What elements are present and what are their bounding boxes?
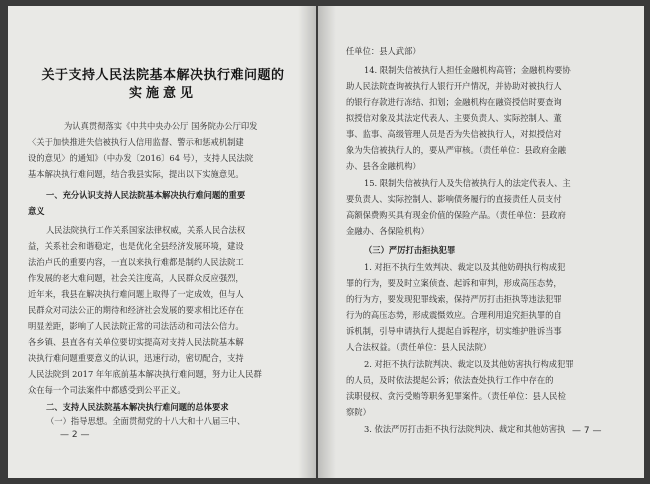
right-page: [318, 6, 644, 478]
body-line: 象为失信被执行人的，要从严审核。（责任单位：县政府金融: [346, 145, 566, 155]
body-line: 设的意见〉的通知》（中办发〔2016〕64 号），支持人民法院: [28, 153, 254, 163]
section-heading-1: 一、充分认识支持人民法院基本解决执行难问题的重要: [46, 190, 246, 200]
body-line: 基本解决执行难问题，结合我县实际，提出以下实施意见。: [28, 169, 244, 179]
body-line: 渎职侵权、贪污受贿等职务犯罪案件。（责任单位：县人民检: [346, 391, 566, 401]
body-line: 拟授信对象及其法定代表人、主要负责人、实际控制人、董: [346, 113, 562, 123]
body-line: 金融办、各保险机构）: [346, 226, 429, 236]
body-line: 明显差距，影响了人民法院正常的司法活动和司法公信力。: [28, 321, 244, 331]
body-line: 作发展的老大难问题，社会关注度高，人民群众反应强烈，: [28, 273, 244, 283]
body-line: 罪的行为，要及时立案侦查、起诉和审判，形成高压态势，: [346, 278, 562, 288]
body-line: 为认真贯彻落实《中共中央办公厅 国务院办公厅印发: [64, 121, 258, 131]
body-line: 要负责人、实际控制人、影响债务履行的直接责任人员支付: [346, 194, 562, 204]
item-15: 15. 限制失信被执行人及失信被执行人的法定代表人、主: [364, 178, 571, 188]
body-line: 的人员，及时依法提起公诉；依法查处执行工作中存在的: [346, 375, 554, 385]
body-line: 助人民法院查询被执行人银行开户情况，并协助对被执行人: [346, 81, 562, 91]
subsection-guiding-ideology: （一）指导思想。全面贯彻党的十八大和十八届三中、: [46, 416, 246, 426]
body-line: 办、县各金融机构）: [346, 161, 421, 171]
body-line: 各乡镇、县直各有关单位要切实提高对支持人民法院基本解: [28, 337, 244, 347]
document-title-line-1: 关于支持人民法院基本解决执行难问题的: [41, 68, 285, 83]
body-line: 人合法权益。（责任单位：县人民法院）: [346, 342, 492, 352]
page-number: — 7 —: [572, 426, 602, 436]
item-2: 2. 对拒不执行法院判决、裁定以及其他妨害执行构成犯罪: [364, 359, 574, 369]
section-heading-3: （三）严厉打击拒执犯罪: [364, 245, 456, 255]
body-line: 法治卢氏的重要内容，一直以来执行难都是制约人民法院工: [28, 257, 244, 267]
left-page: [8, 6, 316, 478]
body-line: 决执行难问题重要意义的认识，迅速行动，密切配合，支持: [28, 353, 244, 363]
binding-shadow: [298, 6, 316, 478]
body-line: 事、监事、高级管理人员是否为失信被执行人，对拟授信对: [346, 129, 562, 139]
section-heading-2: 二、支持人民法院基本解决执行难问题的总体要求: [46, 402, 229, 412]
body-line: 察院）: [346, 407, 371, 417]
body-line: 任单位：县人武部）: [346, 46, 421, 56]
body-line: 的银行存款进行冻结、扣划；金融机构在融资授信时要查询: [346, 97, 562, 107]
binding-shadow: [318, 6, 336, 478]
item-3: 3. 依法严厉打击拒不执行法院判决、裁定和其他妨害执: [364, 424, 566, 434]
item-1: 1. 对拒不执行生效判决、裁定以及其他妨碍执行构成犯: [364, 262, 566, 272]
body-line: 众在每一个司法案件中都感受到公平正义。: [28, 385, 186, 395]
body-line: 益，关系社会和谐稳定，也是优化全县经济发展环境，建设: [28, 241, 244, 251]
body-line: 近年来，我县在解决执行难问题上取得了一定成效，但与人: [28, 289, 244, 299]
body-line: 人民法院执行工作关系国家法律权威，关系人民合法权: [46, 225, 246, 235]
body-line: 高额保费购买具有现金价值的保险产品。（责任单位：县政府: [346, 210, 566, 220]
item-14: 14. 限制失信被执行人担任金融机构高管；金融机构要协: [364, 65, 571, 75]
body-line: 的行为方，要发现犯罪线索，保持严厉打击拒执等违法犯罪: [346, 294, 562, 304]
section-heading-1-cont: 意义: [28, 206, 45, 216]
body-line: 民群众对司法公正的期待和经济社会发展的要求相比还存在: [28, 305, 244, 315]
body-line: 人民法院到 2017 年年底前基本解决执行难问题，努力让人民群: [28, 369, 262, 379]
body-line: 〈关于加快推进失信被执行人信用监督、警示和惩戒机制建: [28, 137, 244, 147]
page-number: — 2 —: [60, 430, 90, 440]
body-line: 行为的高压态势，形成震慑效应。合理利用追究拒执罪的自: [346, 310, 562, 320]
document-title-line-2: 实施意见: [128, 86, 197, 101]
body-line: 诉机制，引导申请执行人提起自诉程序，切实维护胜诉当事: [346, 326, 562, 336]
